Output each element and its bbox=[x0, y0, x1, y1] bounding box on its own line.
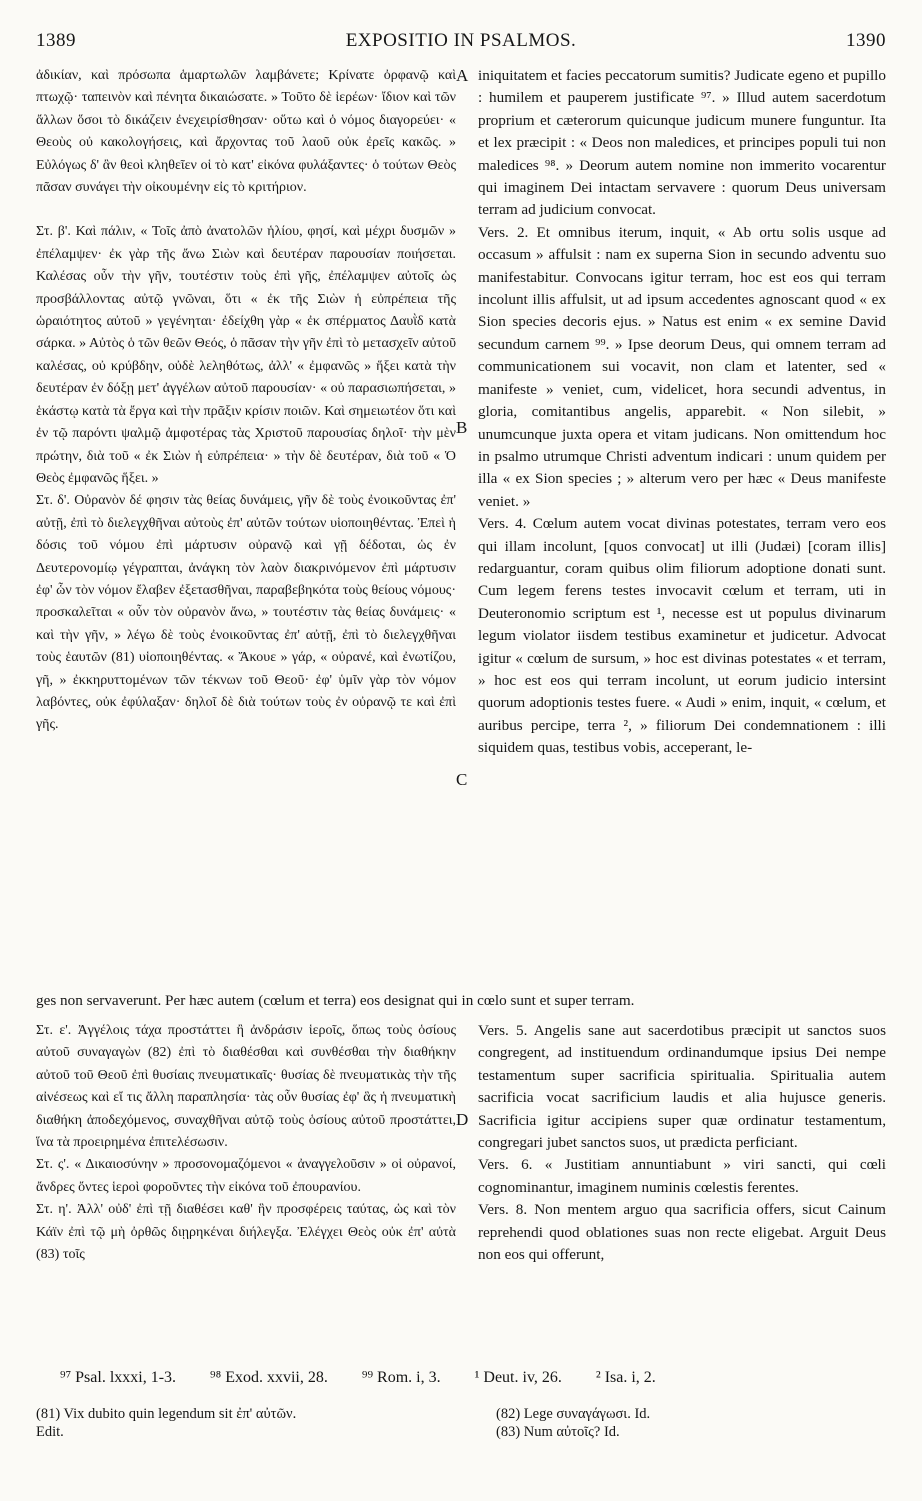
running-title: EXPOSITIO IN PSALMOS. bbox=[345, 30, 577, 51]
greek-column bbox=[36, 65, 456, 737]
greek-paragraph: Στ. ς'. « Δικαιοσύνην » προσονομαζόμενοι « ἀναγγελοῦσιν » οἱ οὐρανοί, ἄνδρες ὄντες ἱεροὶ φοροῦντες τὴν εἰκόνα τοῦ ἐπουρανίου. bbox=[36, 1157, 456, 1195]
page-number-right: 1390 bbox=[846, 30, 886, 51]
latin-paragraph: Vers. 6. « Justitiam annuntiabunt » viri sancti, qui cœli cognominantur, imaginem numinis cœlestis ferentes. bbox=[478, 1156, 886, 1196]
latin-paragraph: Vers. 2. Et omnibus iterum, inquit, « Ab ortu solis usque ad occasum » affulsit : nam ex superna Sion in secundo adventu suo manifestabitur. Convocans igitur terram, hoc est eos qui terram incolunt illis affulsit, ut ad ipsum accedentes agnoscant quod « ex Sion species decoris ejus. » Natus est enim « ex semine David secundum carnem ⁹⁹. » Ipse deorum Deus, qui omnem terram ad communicationem sui vocavit, non clam et latenter, sed « manifeste » veniet, cum, videlicet, hora secundi adventus, in gloria, comitantibus angelis, apparebit. « Non silebit, » unumcunque juxta opera et vitam judicans. Non omittendum hoc in psalmo utrumque Christi adventum indicari : unum quidem per illa « ex Sion species ; » alterum vero per hæc « Deus manifeste veniet. » bbox=[478, 223, 886, 510]
footnote: ² Isa. i, 2. bbox=[595, 1369, 656, 1386]
greek-paragraph: Στ. δ'. Οὐρανὸν δέ φησιν τὰς θείας δυνάμεις, γῆν δὲ τοὺς ἐνοικοῦντας ἐπ' αὐτῇ, ἐπὶ τὸ διελεγχθῆναι αὐτοὺς ἐπ' αὐτῶν τούτων υἱοποιηθέντας. Ἐπεὶ ἡ δόσις τοῦ νόμου ἐπὶ μάρτυσιν οὐρανῷ καὶ γῇ δέδοται, ὡς ἐν Δευτερονομίῳ γέγραπται, ἀνάγκη τὸν λαὸν διακρινόμενον ἐπὶ μάρτυσιν ἐφ' ὧν τὸν νόμον ἔλαβεν ἐξετασθῆναι, παραβεβηκότα τοὺς θείους νόμους· προσκαλεῖται « οὖν τὸν οὐρανὸν ἄνω, » τουτέστιν τὰς θείας δυνάμεις· « καὶ τὴν γῆν, » λέγω δὲ τοὺς ἐνοικοῦντας ἐπ' αὐτῇ, ἐπὶ τὸ διελεγχθῆναι τοὺς ἑαυτῶν (81) υἱοποιηθέντας. « Ἄκουε » γάρ, « οὐρανέ, καὶ ἐνωτίζου, γῆ, » ἐκκηρυττομένων τῶν τέκνων τοῦ Θεοῦ· ἐφ' ὑμῖν γὰρ τὸν νόμον λαβόντες, οὐκ ἐφύλαξαν· δηλοῖ δὲ διὰ τούτων τοὺς ἐν οὐρανῷ τε καὶ ἐπὶ γῆς. bbox=[36, 493, 456, 733]
greek-paragraph: Στ. β'. Καὶ πάλιν, « Τοῖς ἀπὸ ἀνατολῶν ἡλίου, φησί, καὶ μέχρι δυσμῶν » ἐπέλαμψεν· ἐκ γὰρ τῆς ἄνω Σιὼν καὶ δευτέραν παρουσίαν ποιήσεται. Καλέσας οὖν τὴν γῆν, τουτέστιν τοὺς ἐπὶ γῆς, ἐπέλαμψεν αὐτοῖς ὡς προσβάλλοντας αὐτῷ γνῶναι, ὅτι « ἐκ τῆς Σιὼν ἡ εὐπρέπεια τῆς ὡραιότητος αὐτοῦ » γεγένηται· ἐδείχθη γὰρ « ἐκ σπέρματος Δαυῒδ κατὰ σάρκα. » Αὐτὸς ὁ τῶν θεῶν Θεός, ὁ πᾶσαν τὴν γῆν ἐπὶ τὸ μετασχεῖν αὐτοῦ καλέσας, οὐ κρύβδην, οὐδὲ λεληθότως, ἀλλ' « ἐμφανῶς » ἥξει κατὰ τὴν δευτέραν ἐν δόξῃ μετ' ἀγγέλων αὐτοῦ παρουσίαν· « οὐ παρασιωπήσεται, » ἑκάστῳ κατὰ τὰ ἔργα καὶ τὴν πρᾶξιν κρίσιν ποιῶν. Καὶ σημειωτέον ὅτι καὶ ἐν τῷ παρόντι ψαλμῷ ἀμφοτέρας τὰς Χριστοῦ παρουσίας δηλοῖ· τὴν μὲν πρώτην, διὰ τοῦ « ἐκ Σιὼν ἡ εὐπρέπεια· » τὴν δὲ δευτέραν, διὰ τοῦ « Ὁ Θεὸς ἐμφανῶς ἥξει. » bbox=[36, 224, 456, 486]
editor-note: (82) Lege συναγάγωσι. Id. bbox=[496, 1406, 651, 1422]
latin-paragraph: Vers. 4. Cœlum autem vocat divinas potestates, terram vero eos qui illam incolunt, [quos convocat] ut illi (Judæi) [coram illis] redarguantur, coram quibus olim filiorum adoptione donati sunt. Cum legem ferens testes invocavit cœlum et terram, uti in Deuteronomio scriptum est ¹, necesse est ut populus divinarum legum violator iisdem testibus examinetur et judicetur. Advocat igitur « cœlum de sursum, » hoc est divinas potestates « et terram, » hoc est eos qui terram incolunt, ut eorum judicio intersint quorum adoptionis testes fuere. « Audi » enim, inquit, « cœlum, et auribus percipe, terra ², » filiorum Dei condemnationem : illi siquidem quas, testibus vobis, acceperant, le- bbox=[478, 515, 886, 757]
scripture-footnotes bbox=[60, 1369, 880, 1387]
editor-note: (83) Num αὐτοῖς? Id. bbox=[496, 1424, 620, 1440]
editor-note: (81) Vix dubito quin legendum sit ἐπ' αὐτῶν. bbox=[36, 1406, 297, 1422]
section-marker-a: A bbox=[456, 66, 469, 85]
editor-notes-left bbox=[36, 1405, 456, 1441]
footnote: ⁹⁸ Exod. xxvii, 28. bbox=[210, 1369, 328, 1386]
latin-column-lower bbox=[478, 1020, 886, 1266]
greek-paragraph: ἀδικίαν, καὶ πρόσωπα ἁμαρτωλῶν λαμβάνετε; Κρίνατε ὀρφανῷ καὶ πτωχῷ· ταπεινὸν καὶ πένητα δικαιώσατε. » Τοῦτο δὲ ἱερέων· ἴδιον καὶ τῶν ἄλλων ὅσοι τὸ δικάζειν ἐνεχειρίσθησαν· οὕτω καὶ ὁ νόμος διαγορεύει· « Θεοὺς οὐ κακολογήσεις, καὶ ἄρχοντας τοῦ λαοῦ οὐκ ἐρεῖς κακῶς. » Εὐλόγως δ' ἂν θεοὶ κληθεῖεν οἱ τὸ κατ' εἰκόνα φυλάξαντες· ὁ τούτων Θεὸς πᾶσαν συνάγει τὴν οἰκουμένην εἰς τὸ κριτήριον. bbox=[36, 68, 456, 196]
latin-paragraph: Vers. 5. Angelis sane aut sacerdotibus præcipit ut sanctos suos congregent, ad instituendum ordinandumque ipsius Dei nempe testamentum super sacrificia spiritualia. Spiritualia autem sacrificia vocat sacrificium laudis et alia hujusce generis. Sacrificia igitur accipiens super quæ ordinatur testamentum, congregari jubet sanctos suos, ut prædicta perficiant. bbox=[478, 1022, 886, 1152]
latin-paragraph: Vers. 8. Non mentem arguo qua sacrificia offers, sicut Cainum reprehendi quod oblationes suas non recte eligebat. Arguit Deus non eos qui offerunt, bbox=[478, 1201, 886, 1264]
footnote: ⁹⁷ Psal. lxxxi, 1-3. bbox=[60, 1369, 177, 1386]
section-marker-b: B bbox=[456, 418, 468, 437]
greek-column-lower bbox=[36, 1020, 456, 1266]
footnote: ¹ Deut. iv, 26. bbox=[474, 1369, 562, 1386]
footnote: ⁹⁹ Rom. i, 3. bbox=[361, 1369, 441, 1386]
section-marker-d: D bbox=[456, 1110, 469, 1129]
greek-paragraph: Στ. η'. Ἀλλ' οὐδ' ἐπὶ τῇ διαθέσει καθ' ἣν προσφέρεις ταύτας, ὡς καὶ τὸν Κάϊν ἐπὶ τῷ μὴ ὀρθῶς διῃρηκέναι διήλεγξα. Ἐλέγχει Θεὸς οὐκ ἐπ' αὐτὰ (83) τοῖς bbox=[36, 1202, 456, 1263]
editor-notes-right bbox=[496, 1405, 876, 1441]
section-marker-c: C bbox=[456, 770, 468, 789]
full-width-continuation: ges non servaverunt. Per hæc autem (cœlum et terra) eos designat qui in cœlo sunt et super terram. bbox=[36, 992, 635, 1009]
page-header bbox=[0, 30, 922, 56]
greek-paragraph: Στ. ε'. Ἀγγέλοις τάχα προστάττει ἢ ἀνδράσιν ἱεροῖς, ὅπως τοὺς ὁσίους αὐτοῦ συναγαγὼν (82) ἐπὶ τὸ διαθέσθαι καὶ συνθέσθαι τὴν διαθήκην αὐτοῦ τοῦ Θεοῦ ἐπὶ θυσίαις πνευματικαῖς· θυσίας δὲ πνευματικὰς τὴν τῆς αἰνέσεως καὶ εἴ τις ἄλλη παραπλησία· τὰς οὖν θυσίας ἐφ' ἃς ἡ πνευματικὴ διαθήκη ἀποδεχόμενος, συναχθῆναι αὐτῷ τοὺς ὁσίους αὐτοῦ προστάττει, ἵνα τὰ προειρημένα ἐπιτελέσωσιν. bbox=[36, 1023, 456, 1151]
latin-paragraph: iniquitatem et facies peccatorum sumitis? Judicate egeno et pupillo : humilem et pauperem justificate ⁹⁷. » Illud autem sacerdotum proprium et cæterorum quicunque judicum munere funguntur. Ita et lex præcipit : « Deos non maledices, et principes populi tui non maledices ⁹⁸. » Deorum autem nomine non immerito vocarentur qui imaginem Dei intactam servavere : quorum Deus universam terram ad judicium convocat. bbox=[478, 67, 886, 219]
latin-column bbox=[478, 65, 886, 760]
editor-note: Edit. bbox=[36, 1424, 64, 1440]
page-number-left: 1389 bbox=[36, 30, 76, 51]
